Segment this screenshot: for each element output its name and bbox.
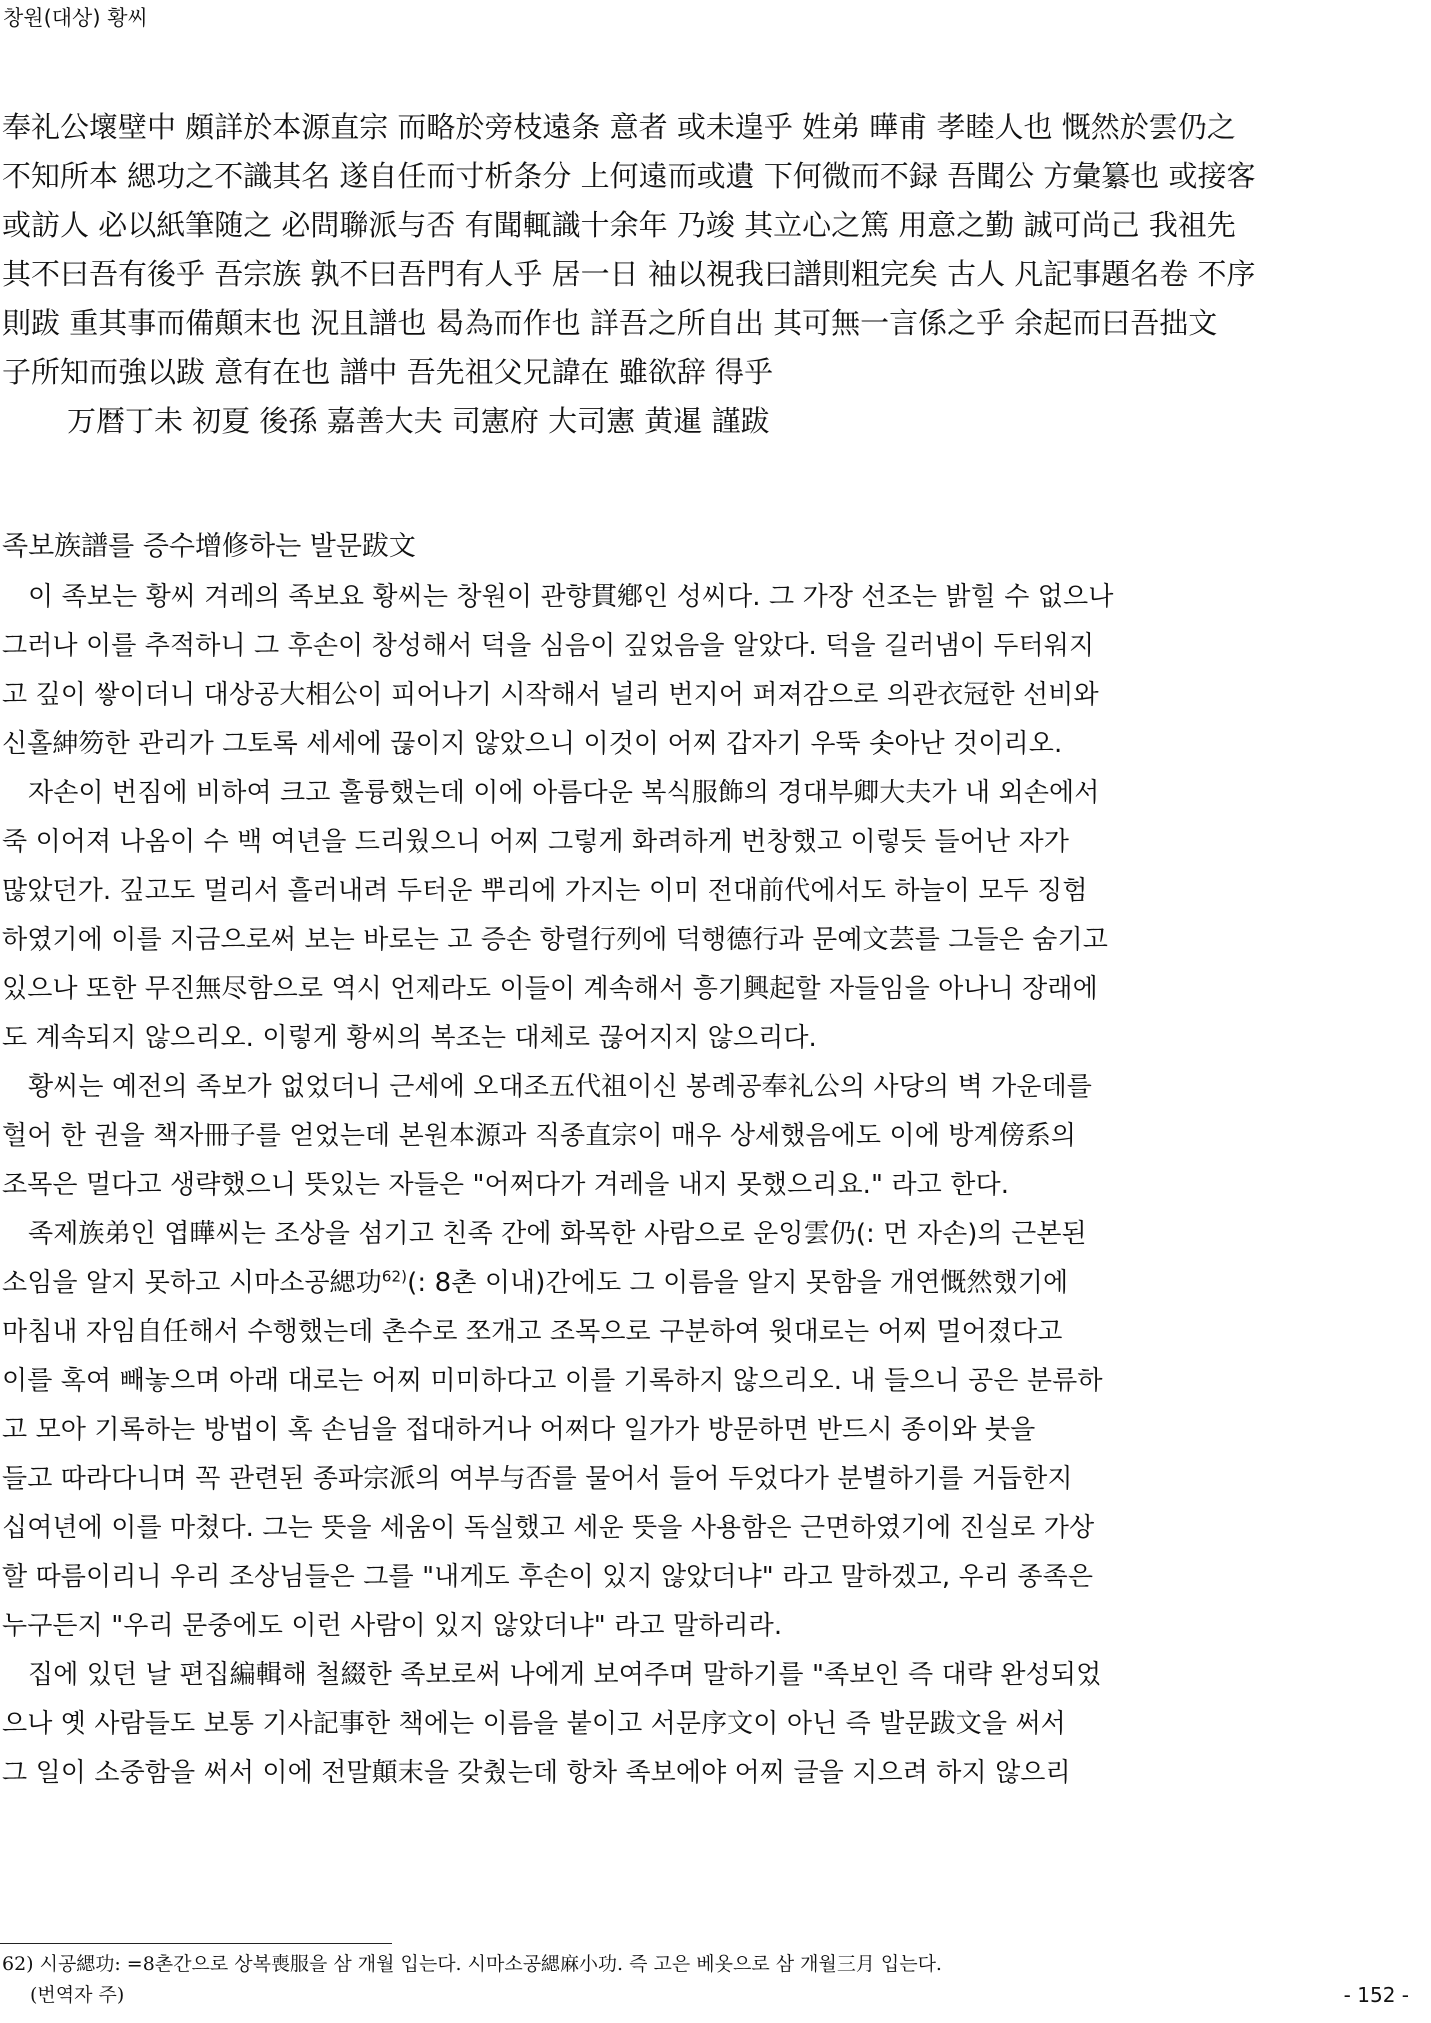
footnote-text: 62) 시공緦功: =8촌간으로 상복喪服을 삼 개월 입는다. 시마소공緦麻小功. 즉 고은 베옷으로 삼 개월三月 입는다. bbox=[2, 1953, 942, 1975]
hanja-line: 不知所本 緦功之不識其名 遂自任而寸析条分 上何遠而或遺 下何微而不録 吾聞公 方彙纂也 或接客 bbox=[2, 159, 1256, 193]
korean-line: 조목은 멀다고 생략했으니 뜻있는 자들은 "어쩌다가 겨레을 내지 못했으리요." 라고 한다. bbox=[2, 1170, 1010, 1200]
korean-line: 헐어 한 권을 책자冊子를 얻었는데 본원本源과 직종直宗이 매우 상세했음에도 이에 방계傍系의 bbox=[2, 1121, 1077, 1151]
hanja-signature-line: 万暦丁未 初夏 後孫 嘉善大夫 司憲府 大司憲 黄暹 謹跋 bbox=[67, 404, 770, 438]
footnote-translator-note: (번역자 주) bbox=[30, 1984, 125, 2006]
korean-line: 죽 이어져 나옴이 수 백 여년을 드리웠으니 어찌 그렇게 화려하게 번창했고 이렇듯 들어난 자가 bbox=[2, 827, 1069, 857]
korean-line: 도 계속되지 않으리오. 이렇게 황씨의 복조는 대체로 끊어지지 않으리다. bbox=[2, 1023, 817, 1053]
korean-line-with-footnote bbox=[2, 1259, 1429, 1308]
korean-line: 이를 혹여 빼놓으며 아래 대로는 어찌 미미하다고 이를 기록하지 않으리오. 내 들으니 공은 분류하 bbox=[2, 1366, 1103, 1396]
korean-line: 마침내 자임自任해서 수행했는데 촌수로 쪼개고 조목으로 구분하여 윗대로는 어찌 멀어졌다고 bbox=[2, 1317, 1063, 1347]
korean-line: 그 일이 소중함을 써서 이에 전말顛末을 갖췄는데 항차 족보에야 어찌 글을 지으려 하지 않으리 bbox=[2, 1758, 1071, 1788]
korean-line: 누구든지 "우리 문중에도 이런 사람이 있지 않았더냐" 라고 말하리라. bbox=[2, 1611, 783, 1641]
page-number: - 152 - bbox=[1343, 1983, 1409, 2007]
korean-line: 황씨는 예전의 족보가 없었더니 근세에 오대조五代祖이신 봉례공奉礼公의 사당의 벽 가운데를 bbox=[28, 1072, 1093, 1102]
korean-line: 하였기에 이를 지금으로써 보는 바로는 고 증손 항렬行列에 덕행德行과 문예文芸를 그들은 숨기고 bbox=[2, 925, 1108, 955]
korean-line: 십여년에 이를 마쳤다. 그는 뜻을 세움이 독실했고 세운 뜻을 사용함은 근면하였기에 진실로 가상 bbox=[2, 1513, 1095, 1543]
korean-line: 들고 따라다니며 꼭 관련된 종파宗派의 여부与否를 물어서 들어 두었다가 분별하기를 거듭한지 bbox=[2, 1464, 1073, 1494]
korean-line: 신홀紳笏한 관리가 그토록 세세에 끊이지 않았으니 이것이 어찌 갑자기 우뚝 솟아난 것이리오. bbox=[2, 729, 1063, 759]
korean-line: 이 족보는 황씨 겨레의 족보요 황씨는 창원이 관향貫鄕인 성씨다. 그 가장 선조는 밝힐 수 없으나 bbox=[28, 582, 1114, 612]
korean-line-segment: (: 8촌 이내)간에도 그 이름을 알지 못함을 개연慨然했기에 bbox=[407, 1268, 1069, 1298]
hanja-line: 子所知而強以跋 意有在也 譜中 吾先祖父兄諱在 雖欲辞 得乎 bbox=[2, 355, 774, 389]
korean-line: 자손이 번짐에 비하여 크고 훌륭했는데 이에 아름다운 복식服飾의 경대부卿大夫가 내 외손에서 bbox=[28, 778, 1100, 808]
footnote bbox=[2, 1949, 1429, 2011]
korean-line: 고 깊이 쌓이더니 대상공大相公이 피어나기 시작해서 널리 번지어 퍼져감으로 의관衣冠한 선비와 bbox=[2, 680, 1099, 710]
korean-line: 그러나 이를 추적하니 그 후손이 창성해서 덕을 심음이 깊었음을 알았다. 덕을 길러냄이 두터워지 bbox=[2, 631, 1095, 661]
korean-line: 집에 있던 날 편집編輯해 철綴한 족보로써 나에게 보여주며 말하기를 "족보인 즉 대략 완성되었 bbox=[28, 1660, 1102, 1690]
korean-line: 족제族弟인 엽曄씨는 조상을 섬기고 친족 간에 화목한 사람으로 운잉雲仍(: 먼 자손)의 근본된 bbox=[28, 1219, 1087, 1249]
korean-line: 있으나 또한 무진無尽함으로 역시 언제라도 이들이 계속해서 흥기興起할 자들임을 아나니 장래에 bbox=[2, 974, 1098, 1004]
hanja-line: 則跋 重其事而備顛末也 況且譜也 曷為而作也 詳吾之所自出 其可無一言係之乎 余起而曰吾拙文 bbox=[2, 306, 1218, 340]
section-title: 족보族譜를 증수增修하는 발문跋文 bbox=[2, 531, 416, 562]
korean-line: 고 모아 기록하는 방법이 혹 손님을 접대하거나 어쩌다 일가가 방문하면 반드시 종이와 붓을 bbox=[2, 1415, 1036, 1445]
footnote-reference: 62) bbox=[381, 1267, 408, 1286]
korean-translation-text-block bbox=[2, 573, 1429, 1798]
hanja-line: 其不曰吾有後乎 吾宗族 孰不曰吾門有人乎 居一日 袖以視我曰譜則粗完矣 古人 凡記事題名卷 不序 bbox=[2, 257, 1256, 291]
hanja-line: 奉礼公壞壁中 頗詳於本源直宗 而略於旁枝遠条 意者 或未遑乎 姓弟 曄甫 孝睦人也 慨然於雲仍之 bbox=[2, 110, 1236, 144]
korean-line: 할 따름이리니 우리 조상님들은 그를 "내게도 후손이 있지 않았더냐" 라고 말하겠고, 우리 종족은 bbox=[2, 1562, 1094, 1592]
classical-chinese-text-block bbox=[2, 103, 1429, 446]
korean-line: 으나 옛 사람들도 보통 기사記事한 책에는 이름을 붙이고 서문序文이 아닌 즉 발문跋文을 써서 bbox=[2, 1709, 1066, 1739]
hanja-line: 或訪人 必以紙筆随之 必問聯派与否 有聞輒識十余年 乃竣 其立心之篤 用意之勤 誠可尚己 我祖先 bbox=[2, 208, 1236, 242]
korean-line: 많았던가. 깊고도 멀리서 흘러내려 두터운 뿌리에 가지는 이미 전대前代에서도 하늘이 모두 징험 bbox=[2, 876, 1088, 906]
korean-line-segment: 소임을 알지 못하고 시마소공緦功 bbox=[2, 1268, 382, 1298]
footnote-divider bbox=[0, 1943, 392, 1944]
running-header: 창원(대상) 황씨 bbox=[3, 6, 148, 30]
